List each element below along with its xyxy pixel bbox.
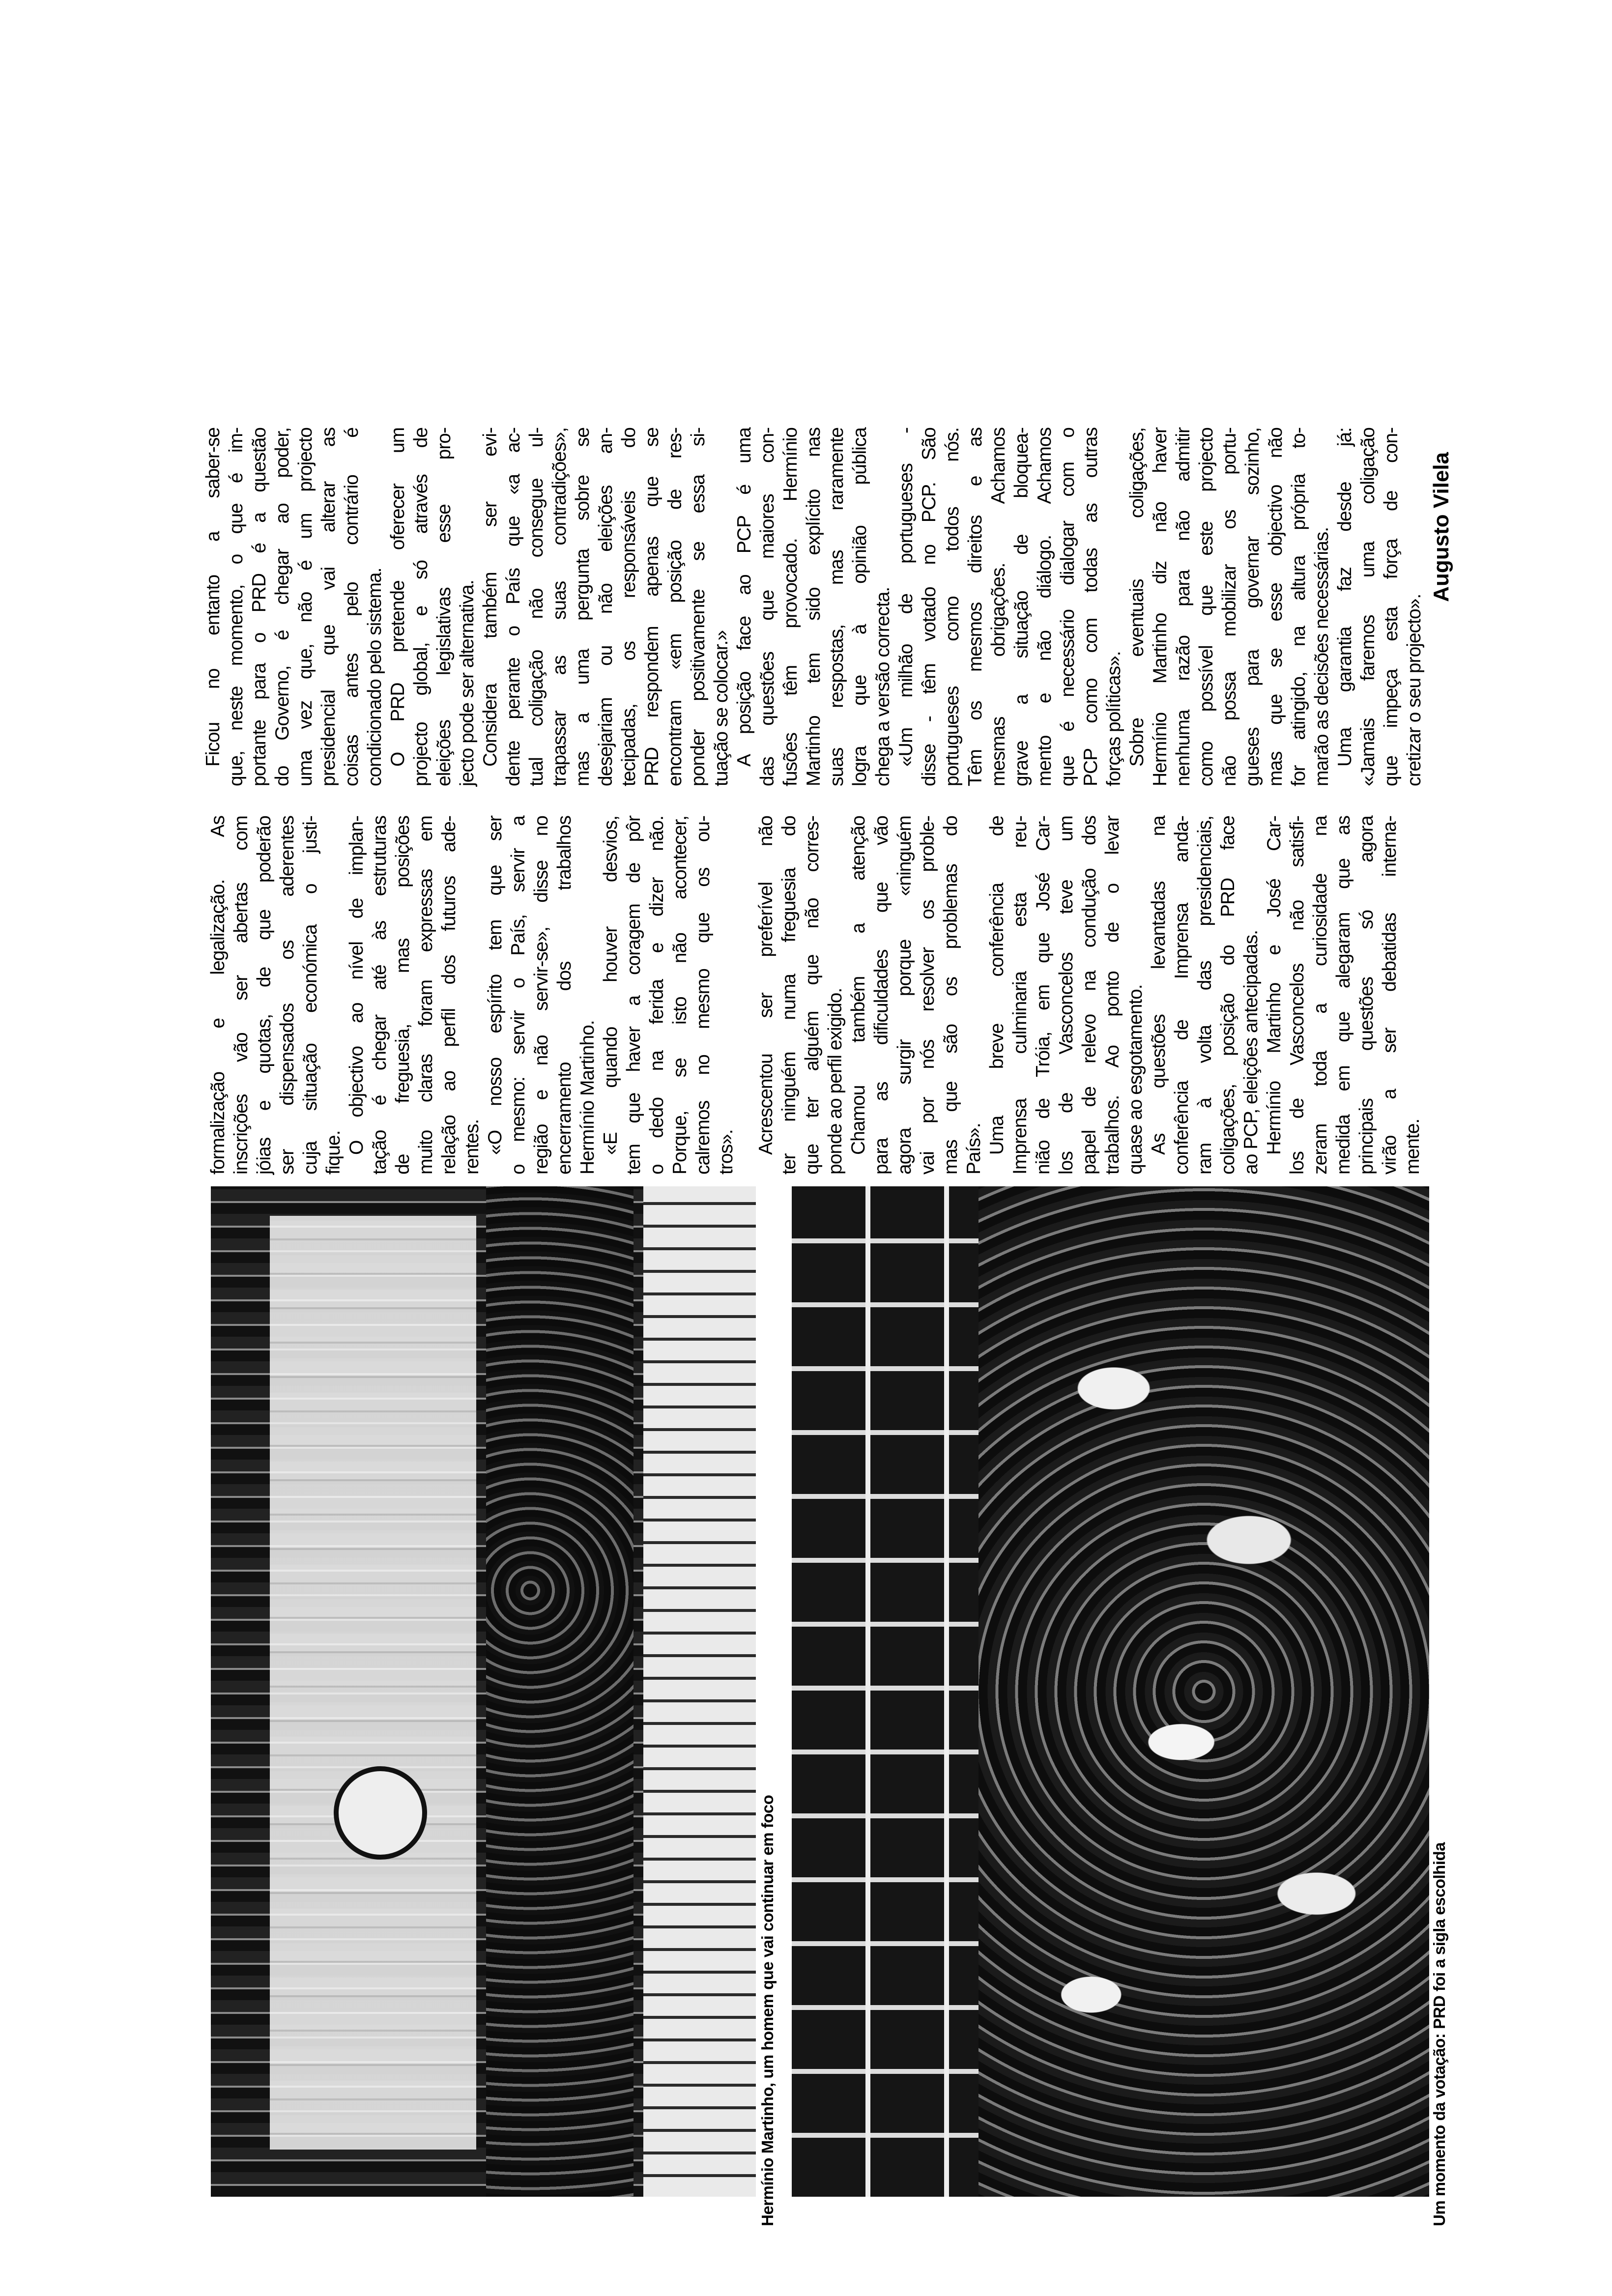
article-text-line: região e não servir-se», disse no <box>531 816 552 1175</box>
article-text-line: disse - têm votado no PCP. São <box>919 428 940 786</box>
article-text-line: não possa mobilizar os portu- <box>1219 428 1240 786</box>
article-text-line: ram à volta das presidenciais, <box>1194 816 1215 1175</box>
article-text-line: vai por nós resolver os proble- <box>917 816 938 1175</box>
article-text-line: coligações, posição do PRD face <box>1217 816 1238 1175</box>
article-text-line: los de Vasconcelos teve um <box>1056 816 1077 1175</box>
prd-emblem <box>334 1766 427 1860</box>
article-text-line: quase ao esgotamento. <box>1125 984 1146 1175</box>
article-text-line: ponde ao perfil exigido. <box>825 988 846 1175</box>
article-text-line: A posição face ao PCP é uma <box>734 428 755 767</box>
article-text-line: forças políticas». <box>1103 651 1124 786</box>
article-text-line: conferência de Imprensa anda- <box>1171 816 1192 1175</box>
article-text-line: Ficou no entanto a saber-se <box>202 428 224 767</box>
article-text-line: que, neste momento, o que é im- <box>226 428 247 786</box>
article-text-line: jecto pode ser alternativa. <box>457 580 478 786</box>
article-text-line: o dedo na ferida e dizer não. <box>646 816 667 1175</box>
article-text-line: que ter alguém que não corres- <box>802 816 823 1175</box>
article-text-line: fique. <box>323 1130 344 1175</box>
article-text-line: calremos no mesmo que os ou- <box>692 816 714 1175</box>
article-text-line: dente perante o País que «a ac- <box>503 428 524 786</box>
article-text-line: O objectivo ao nível de implan- <box>346 816 367 1155</box>
article-text-line: projecto global, e só através de <box>410 428 432 786</box>
photo-hermínio-martinho <box>211 1186 756 2197</box>
article-text-line: tem que haver a coragem de pôr <box>623 816 644 1175</box>
article-text-line: tecipadas, os responsáveis do <box>618 428 639 786</box>
photo-crowd <box>979 1186 1429 2197</box>
article-text-line: ter ninguém numa freguesia do <box>778 816 800 1175</box>
article-byline: Augusto Vilela <box>1429 452 1453 602</box>
article-text-line: suas respostas, mas raramente <box>826 428 847 786</box>
article-text-line: medida em que alegaram que as <box>1333 816 1354 1175</box>
article-text-line: País». <box>963 1123 984 1175</box>
article-text-line: Uma garantia faz desde já: <box>1334 428 1355 767</box>
article-text-line: presidencial que vai alterar as <box>318 428 339 786</box>
article-text-line: «O nosso espírito tem que ser <box>485 816 506 1155</box>
article-text-line: coisas antes pelo contrário é <box>341 428 362 786</box>
article-text-line: ser dispensados os aderentes <box>277 816 298 1175</box>
article-text-line: Porque, se isto não acontecer, <box>669 816 691 1175</box>
article-text-line: encerramento dos trabalhos <box>554 816 575 1175</box>
article-text-line: principais questões só agora <box>1356 816 1377 1175</box>
article-text-line: condicionado pelo sistema. <box>364 568 385 786</box>
article-text-line: agora surgir porque «ninguém <box>894 816 915 1175</box>
article-text-line: mento e não diálogo. Achamos <box>1034 428 1055 786</box>
article-text-line: virão a ser debatidas interna- <box>1379 816 1400 1175</box>
article-text-line: Martinho tem sido explícito nas <box>803 428 824 786</box>
article-text-line: PCP como com todas as outras <box>1080 428 1101 786</box>
article-column-1 <box>206 816 738 1175</box>
article-text-line: como possível que este projecto <box>1196 428 1217 786</box>
article-text-line: Considera também ser evi- <box>480 428 501 767</box>
article-text-line: nenhuma razão para não admitir <box>1173 428 1194 786</box>
article-text-line: gueses para governar sozinho, <box>1242 428 1263 786</box>
article-text-line: nião de Tróia, em que José Car- <box>1033 816 1054 1175</box>
article-text-line: rentes. <box>461 1119 483 1175</box>
article-text-line: uma vez que, não é um projecto <box>295 428 316 786</box>
article-text-line: mesmas obrigações. Achamos <box>988 428 1009 786</box>
article-text-line: do Governo, é chegar ao poder, <box>272 428 293 786</box>
photo-banner-backdrop <box>270 1216 476 2150</box>
article-text-line: tros». <box>716 1129 737 1175</box>
article-text-line: desejariam ou não eleições an- <box>595 428 616 786</box>
article-text-line: relação ao perfil dos futuros ade- <box>438 816 460 1175</box>
article-column-2 <box>754 816 1424 1175</box>
article-text-line: los de Vasconcelos não satisfi- <box>1287 816 1308 1175</box>
article-text-line: que é necessário dialogar com o <box>1057 428 1078 786</box>
article-text-line: Hermínio Martinho. <box>577 1020 598 1175</box>
article-text-line: marão as decisões necessárias. <box>1311 527 1332 786</box>
article-text-line: tação é chegar até às estruturas <box>369 816 390 1175</box>
article-text-line: for atingido, na altura própria to- <box>1288 428 1309 786</box>
article-text-line: Hermínio Martinho e José Car- <box>1264 816 1285 1155</box>
article-text-line: mas a uma pergunta sobre se <box>572 428 593 786</box>
article-text-line: Hermínio Martinho diz não haver <box>1150 428 1171 786</box>
article-text-line: «E quando houver desvios, <box>600 816 621 1155</box>
photo-2-caption: Um momento da votação: PRD foi a sigla escolhida <box>1430 1842 1448 2226</box>
article-column-3 <box>202 428 1426 786</box>
article-text-line: papel de relevo na condução dos <box>1079 816 1100 1175</box>
photo-plants <box>486 1186 633 2197</box>
article-text-line: ponder positivamente se essa si- <box>688 428 709 786</box>
article-text-line: «Jamais faremos uma coligação <box>1357 428 1379 786</box>
article-text-line: tual coligação não consegue ul- <box>526 428 547 786</box>
article-text-line: eleições legislativas esse pro- <box>433 428 455 786</box>
article-text-line: Uma breve conferência de <box>986 816 1008 1155</box>
article-text-line: chega a versão correcta. <box>872 587 893 786</box>
article-text-line: Acrescentou ser preferível não <box>755 816 777 1155</box>
photo-railing <box>643 1186 756 2197</box>
article-text-line: jóias e quotas, de que poderão <box>254 816 275 1175</box>
article-text-line: As questões levantadas na <box>1148 816 1169 1155</box>
article-text-line: mente. <box>1402 1119 1423 1175</box>
article-text-line: cretizar o seu projecto». <box>1404 594 1425 786</box>
article-text-line: das questões que maiores con- <box>757 428 778 786</box>
article-text-line: cuja situação económica o justi- <box>300 816 321 1175</box>
article-text-line: O PRD pretende oferecer um <box>387 428 408 767</box>
article-text-line: zeram toda a curiosidade na <box>1310 816 1331 1175</box>
photo-1-caption: Hermínio Martinho, um homem que vai continuar em foco <box>758 1795 777 2226</box>
article-text-line: mas que são os problemas do <box>940 816 961 1175</box>
article-text-line: logra que à opinião pública <box>849 428 870 786</box>
article-text-line: Têm os mesmos direitos e as <box>965 428 986 786</box>
article-text-line: o mesmo: servir o País, servir a <box>508 816 529 1175</box>
article-text-line: grave a situação de bloquea- <box>1011 428 1032 786</box>
article-text-line: portugueses como todos nós. <box>942 428 963 786</box>
article-text-line: portante para o PRD é a questão <box>249 428 270 786</box>
article-text-line: formalização e legalização. As <box>207 816 229 1175</box>
article-text-line: ao PCP, eleições antecipadas. <box>1240 930 1262 1175</box>
article-text-line: fusões têm provocado. Hermínio <box>780 428 801 786</box>
article-text-line: para as dificuldades que vão <box>871 816 892 1175</box>
article-text-line: de freguesia, mas posições <box>392 816 413 1175</box>
article-text-line: que impeça esta força de con- <box>1381 428 1402 786</box>
article-text-line: Imprensa culminaria esta reu- <box>1009 816 1031 1175</box>
article-text-line: «Um milhão de portugueses - <box>895 428 917 767</box>
article-text-line: Sobre eventuais coligações, <box>1126 428 1148 767</box>
photo-voting-moment <box>792 1186 1429 2197</box>
article-text-line: Chamou também a atenção <box>848 816 869 1155</box>
article-text-line: inscrições vão ser abertas com <box>230 816 252 1175</box>
article-text-line: encontram «em posição de res- <box>664 428 686 786</box>
article-text-line: tuação se colocar.» <box>711 630 732 786</box>
article-text-line: trabalhos. Ao ponto de o levar <box>1102 816 1123 1175</box>
article-text-line: mas que se esse objectivo não <box>1265 428 1286 786</box>
article-text-line: muito claras foram expressas em <box>415 816 436 1175</box>
article-text-line: trapassar as suas contradições», <box>549 428 570 786</box>
article-text-line: PRD respondem apenas que se <box>641 428 662 786</box>
